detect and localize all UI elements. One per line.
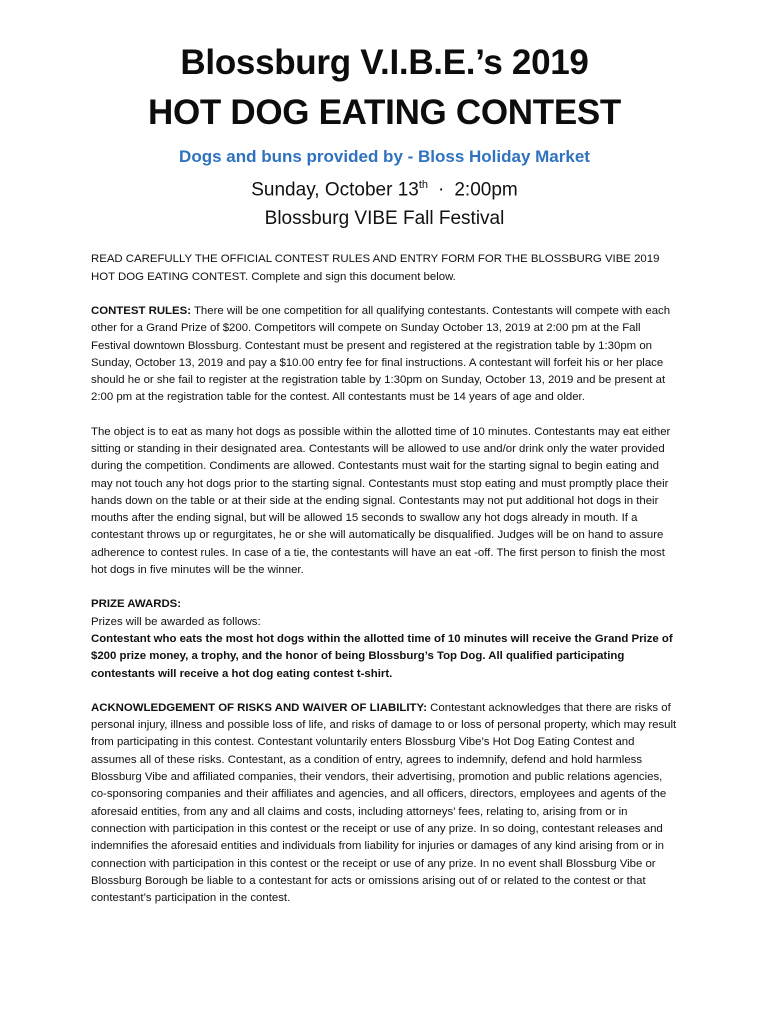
- intro-paragraph: READ CAREFULLY THE OFFICIAL CONTEST RULES AND ENTRY FORM FOR THE BLOSSBURG VIBE 2019 HOT DOG EATING CONTEST. Complete and sign this document below.: [91, 253, 660, 283]
- title-line-2: HOT DOG EATING CONTEST: [147, 93, 622, 132]
- event-date: Sunday, October 13: [251, 179, 419, 201]
- event-time: 2:00pm: [454, 179, 518, 201]
- title-line-1: Blossburg V.I.B.E.’s 2019: [180, 43, 589, 82]
- prize-details: Contestant who eats the most hot dogs within the allotted time of 10 minutes will receive the Grand Prize of $200 prize money, a trophy, and the honor of being Blossburg’s Top Dog. All qualified participating contestants will receive a hot dog eating contest t-shirt.: [91, 632, 673, 680]
- waiver-text: Contestant acknowledges that there are risks of personal injury, illness and possible loss of life, and risks of damage to or loss of personal property, which may result from participating in this contest. Contestant voluntarily enters Blossburg Vibe’s Hot Dog Eating Contest and assumes all of these risks. Contestant, as a condition of entry, agrees to indemnify, defend and hold harmless Blossburg Vibe and affiliated companies, their vendors, their advertising, promotion and public relations agencies, co-sponsoring companies and their affiliates and agencies, and all officers, directors, employees and agents of the aforesaid entities, from any and all claims and costs, including attorneys’ fees, relating to, arising from or in connection with participation in this contest or the receipt or use of any prize. In so doing, contestant releases and indemnifies the aforesaid entities and individuals from liability for injuries or damages of any kind arising from or in connection with participation in this contest or the receipt or use of any prize. In no event shall Blossburg Vibe or Blossburg Borough be liable to a contestant for acts or omissions arising out of or related to the contest or that contestant’s participation in the contest.: [91, 701, 677, 905]
- waiver-paragraph: [91, 700, 678, 908]
- prize-intro: Prizes will be awarded as follows:: [91, 615, 261, 628]
- contest-rules-paragraph: [91, 303, 678, 407]
- contest-rules-text: There will be one competition for all qualifying contestants. Contestants will compete with each other for a Grand Prize of $200. Competitors will compete on Sunday October 13, 2019 at 2:00 pm at the Fall Festival downtown Blossburg. Contestant must be present and registered at the registration table by 1:30pm on Sunday, October 13, 2019 and pay a $10.00 entry fee for final instructions. A contestant will forfeit his or her place should he or she fail to register at the registration table by 1:30pm on Sunday, October 13, 2019 and be present at 2:00 pm at the registration table for the contest. All contestants must be 14 years of age and older.: [91, 304, 671, 404]
- date-time-line: [91, 172, 678, 203]
- object-paragraph: The object is to eat as many hot dogs as possible within the allotted time of 10 minutes. Contestants may eat either sitting or standing in their designated area. Contestants will be allowed to use and/or drink only the water provided during the competition. Condiments are allowed. Contestants must wait for the starting signal to begin eating and may not touch any hot dogs prior to the starting signal. Contestants must stop eating and must promptly place their hands down on the table or at their side at the ending signal. Contestants may not put additional hot dogs in their mouths after the ending signal, but will be allowed 15 seconds to swallow any hot dogs already in mouth. If a contestant throws up or regurgitates, he or she will automatically be disqualified. Judges will be on hand to assure adherence to contest rules. In case of a tie, the contestants will have an eat -off. The first person to finish the most hot dogs in five minutes will be the winner.: [91, 425, 671, 577]
- date-suffix: th: [418, 179, 429, 191]
- waiver-heading: ACKNOWLEDGEMENT OF RISKS AND WAIVER OF LIABILITY:: [91, 701, 428, 714]
- contest-rules-heading: CONTEST RULES:: [91, 304, 191, 317]
- prize-awards-heading: PRIZE AWARDS:: [91, 598, 182, 611]
- date-separator: ·: [438, 179, 445, 201]
- sponsor-line: Dogs and buns provided by - Bloss Holiday Market: [179, 147, 590, 166]
- event-venue: Blossburg VIBE Fall Festival: [264, 208, 505, 230]
